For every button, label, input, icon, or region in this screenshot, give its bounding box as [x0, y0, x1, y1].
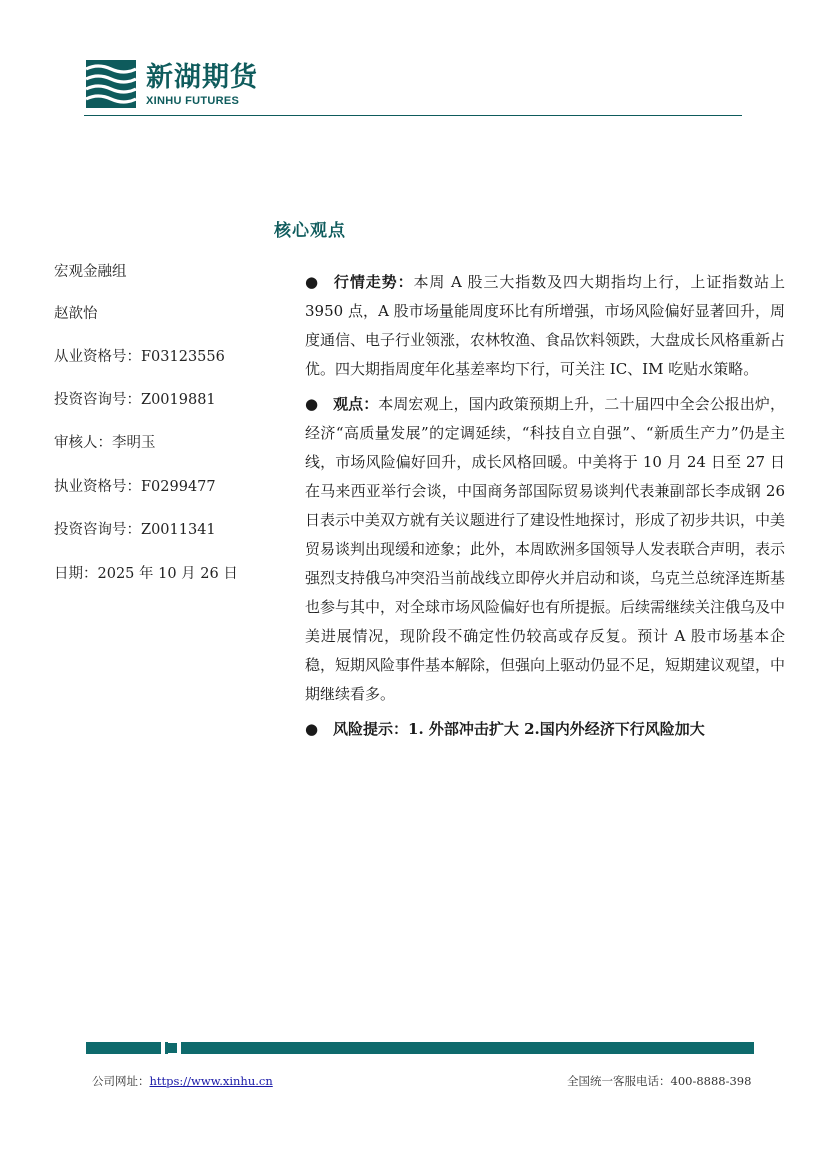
info-practice-number: 执业资格号：F0299477: [54, 479, 216, 495]
info-qualification-number: 从业资格号：F03123556: [54, 349, 225, 365]
header-divider: [84, 115, 742, 116]
footer-decorative-bar: [86, 1042, 754, 1054]
section-title: 核心观点: [274, 221, 346, 241]
info-reviewer-consulting-number: 投资咨询号：Z0011341: [54, 522, 216, 538]
view-lead: 观点：: [333, 395, 379, 413]
view-text: 本周宏观上，国内政策预期上升，二十届四中全会公报出炉，经济“高质量发展”的定调延续，“科技自立自强”、“新质生产力”仍是主线，市场风险偏好回升，成长风格回暖。中美将于 10 月 24 日至 27 日在马来西亚举行会谈，中国商务部国际贸易谈判代表兼副部长李成钢 26 日表示中美双方就有关议题进行了建设性地探讨，形成了初步共识，中美贸易谈判出现缓和迹象；此外，本周欧洲多国领导人发表联合声明，表示强烈支持俄乌冲突沿当前战线立即停火并启动和谈，乌克兰总统泽连斯基也参与其中，对全球市场风险偏好也有所提振。后续需继续关注俄乌及中美进展情况，现阶段不确定性仍较高或存反复。预计 A 股市场基本企稳，短期风险事件基本解除，但强向上驱动仍显不足，短期建议观望，中期继续看多。: [305, 395, 786, 703]
bullet-icon: ●: [305, 395, 319, 413]
market-trend-lead: 行情走势：: [333, 273, 414, 291]
info-date: 日期：2025 年 10 月 26 日: [54, 566, 238, 582]
info-team: 宏观金融组: [54, 264, 127, 280]
footer-website-label: 公司网址：: [92, 1074, 150, 1088]
info-reviewer: 审核人：李明玉: [54, 435, 156, 451]
info-consulting-number: 投资咨询号：Z0019881: [54, 392, 216, 408]
logo-english-name: XINHU FUTURES: [146, 95, 240, 107]
market-trend-text: 本周 A 股三大指数及四大期指均上行，上证指数站上 3950 点，A 股市场量能周度环比有所增强，市场风险偏好显著回升，周度通信、电子行业领涨，农林牧渔、食品饮料领跌，大盘成长风格重新占优。四大期指周度年化基差率均下行，可关注 IC、IM 吃贴水策略。: [305, 273, 786, 378]
footer-hotline: 全国统一客服电话：400-8888-398: [567, 1074, 752, 1088]
core-view-content: [305, 268, 785, 750]
logo-chinese-name: 新湖期货: [146, 62, 258, 93]
market-trend-paragraph: [305, 268, 785, 384]
view-paragraph: [305, 390, 785, 709]
footer-website: [92, 1073, 273, 1089]
risk-paragraph: [305, 715, 785, 744]
risk-lead: 风险提示：: [333, 720, 409, 738]
info-analyst: 赵歆怡: [54, 306, 98, 322]
xinhu-logo-icon: [86, 60, 136, 108]
bullet-icon: ●: [305, 720, 319, 738]
website-link[interactable]: https://www.xinhu.cn: [149, 1074, 273, 1088]
bullet-icon: ●: [305, 273, 319, 291]
risk-text: 1. 外部冲击扩大 2.国内外经济下行风险加大: [408, 720, 705, 738]
